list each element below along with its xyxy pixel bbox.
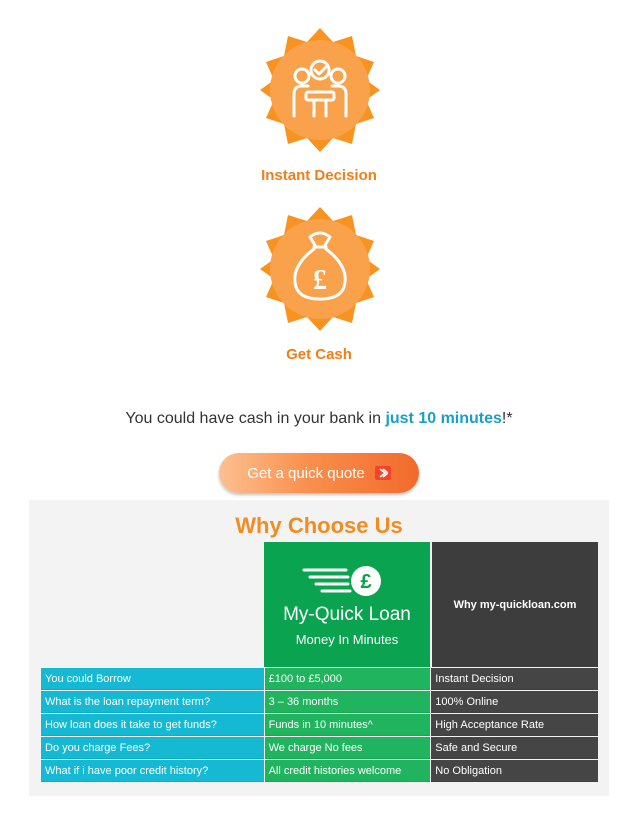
benefit-cell: High Acceptance Rate bbox=[431, 714, 598, 736]
why-choose-us-section bbox=[29, 500, 609, 796]
cash-message-highlight: just 10 minutes bbox=[385, 410, 502, 427]
answer-cell: We charge No fees bbox=[265, 737, 431, 759]
table-row bbox=[41, 668, 598, 690]
answer-cell: £100 to £5,000 bbox=[265, 668, 431, 690]
answer-cell: All credit histories welcome bbox=[265, 760, 431, 782]
get-quick-quote-button[interactable] bbox=[219, 453, 419, 493]
pound-money-bag-icon bbox=[258, 207, 382, 331]
table-row bbox=[41, 737, 598, 759]
pound-speed-icon bbox=[300, 564, 390, 598]
cash-message-suffix: !* bbox=[501, 410, 513, 427]
arrow-right-icon bbox=[375, 466, 391, 480]
step-label-get-cash: Get Cash bbox=[286, 346, 352, 363]
question-cell: What if i have poor credit history? bbox=[41, 760, 264, 782]
answer-cell: Funds in 10 minutes^ bbox=[265, 714, 431, 736]
brand-logo bbox=[264, 542, 430, 667]
cash-message-prefix: You could have cash in your bank in bbox=[125, 410, 386, 427]
question-cell: Do you charge Fees? bbox=[41, 737, 264, 759]
answer-cell: 3 – 36 months bbox=[265, 691, 431, 713]
question-cell: What is the loan repayment term? bbox=[41, 691, 264, 713]
table-row bbox=[41, 691, 598, 713]
question-cell: You could Borrow bbox=[41, 668, 264, 690]
handshake-people-icon bbox=[258, 28, 382, 152]
why-choose-us-title: Why Choose Us bbox=[235, 513, 403, 538]
why-header-cell: Why my-quickloan.com bbox=[432, 542, 598, 667]
benefit-cell: Instant Decision bbox=[431, 668, 598, 690]
benefit-cell: 100% Online bbox=[431, 691, 598, 713]
table-row bbox=[41, 760, 598, 782]
svg-text:£: £ bbox=[360, 571, 372, 593]
table-row bbox=[41, 714, 598, 736]
comparison-table bbox=[41, 668, 598, 783]
cash-message bbox=[0, 410, 638, 428]
brand-name: My-Quick Loan bbox=[283, 604, 411, 625]
question-cell: How loan does it take to get funds? bbox=[41, 714, 264, 736]
benefit-cell: Safe and Secure bbox=[431, 737, 598, 759]
quote-button-label: Get a quick quote bbox=[247, 464, 365, 482]
brand-tagline: Money In Minutes bbox=[295, 632, 399, 647]
svg-text:£: £ bbox=[313, 265, 327, 296]
benefit-cell: No Obligation bbox=[431, 760, 598, 782]
step-label-instant-decision: Instant Decision bbox=[261, 167, 377, 184]
